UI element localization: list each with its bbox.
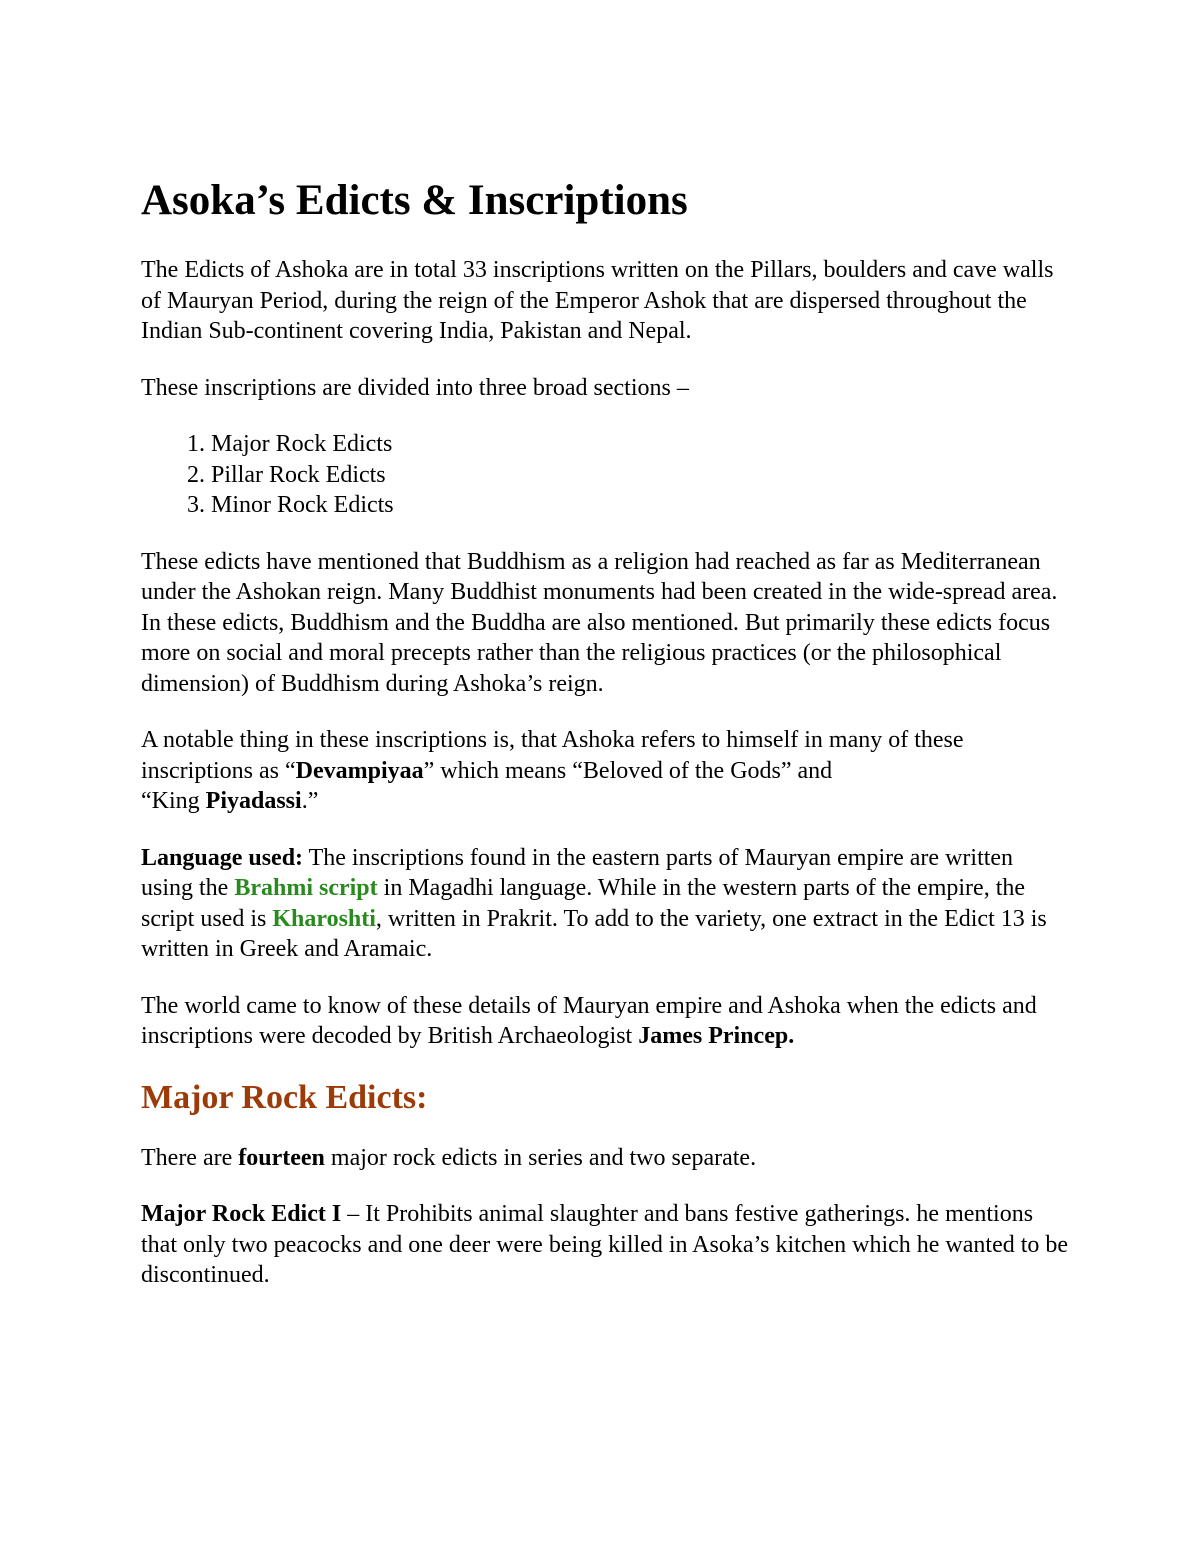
edict-1-text: – It Prohibits animal slaughter and bans festive gatherings. he mentions that only two peacocks and one deer were being killed in Asoka’s kitchen which he wanted to be discontinued. — [141, 1201, 1069, 1288]
edict-1-label: Major Rock Edict I — [141, 1201, 342, 1227]
list-item: 1. Major Rock Edicts — [211, 429, 1071, 460]
list-item: 2. Pillar Rock Edicts — [211, 460, 1071, 491]
notable-text: .” — [301, 788, 319, 814]
james-princep-term: James Princep. — [638, 1023, 795, 1049]
document-page — [141, 176, 1071, 1317]
list-item: 3. Minor Rock Edicts — [211, 490, 1071, 521]
notable-text: ” which means “Beloved of the Gods” and — [423, 757, 833, 784]
brahmi-script-term: Brahmi script — [234, 875, 378, 901]
princep-text: The world came to know of these details of Mauryan empire and Ashoka when the edicts and inscriptions were decoded by British Archaeologist — [141, 992, 1037, 1049]
notable-text: A notable thing in these inscriptions is, that Ashoka refers to himself in many of these inscriptions as “ — [141, 727, 964, 784]
fourteen-text: major rock edicts in series and two separate. — [324, 1144, 757, 1171]
fourteen-text: There are — [141, 1144, 239, 1171]
fourteen-term: fourteen — [238, 1144, 325, 1171]
notable-text: “King — [141, 788, 206, 814]
piyadassi-term: Piyadassi — [205, 788, 302, 814]
notable-paragraph — [141, 725, 1071, 817]
devampiyaa-term: Devampiyaa — [295, 757, 424, 784]
intro-paragraph: The Edicts of Ashoka are in total 33 inscriptions written on the Pillars, boulders and cave walls of Mauryan Period, during the reign of the Emperor Ashok that are dispersed throughout the Indian Sub-continent covering India, Pakistan and Nepal. — [141, 257, 1054, 344]
princep-paragraph — [141, 991, 1071, 1052]
sections-lead: These inscriptions are divided into three broad sections – — [141, 374, 689, 401]
buddhism-paragraph: These edicts have mentioned that Buddhism as a religion had reached as far as Mediterranean under the Ashokan reign. Many Buddhist monuments had been created in the wide-spread area. In these edicts, Buddhism and the Buddha are also mentioned. But primarily these edicts focus more on social and moral precepts rather than the religious practices (or the philosophical dimension) of Buddhism during Ashoka’s reign. — [141, 548, 1058, 697]
language-paragraph — [141, 843, 1071, 965]
language-text: , written in Prakrit. To add to the variety, one extract in the Edict 13 is written in Greek and Aramaic. — [141, 905, 1047, 962]
document-title: Asoka’s Edicts & Inscriptions — [141, 177, 688, 224]
major-rock-edicts-heading: Major Rock Edicts: — [141, 1078, 428, 1116]
language-text: in Magadhi language. While in the western parts of the empire, the script used is — [141, 875, 1026, 932]
kharoshti-term: Kharoshti — [272, 905, 376, 932]
edict-1-paragraph — [141, 1199, 1071, 1291]
language-text: The inscriptions found in the eastern parts of Mauryan empire are written using the — [141, 844, 1014, 901]
fourteen-paragraph — [141, 1143, 1071, 1174]
language-label: Language used: — [141, 844, 304, 871]
sections-list — [141, 429, 1071, 521]
